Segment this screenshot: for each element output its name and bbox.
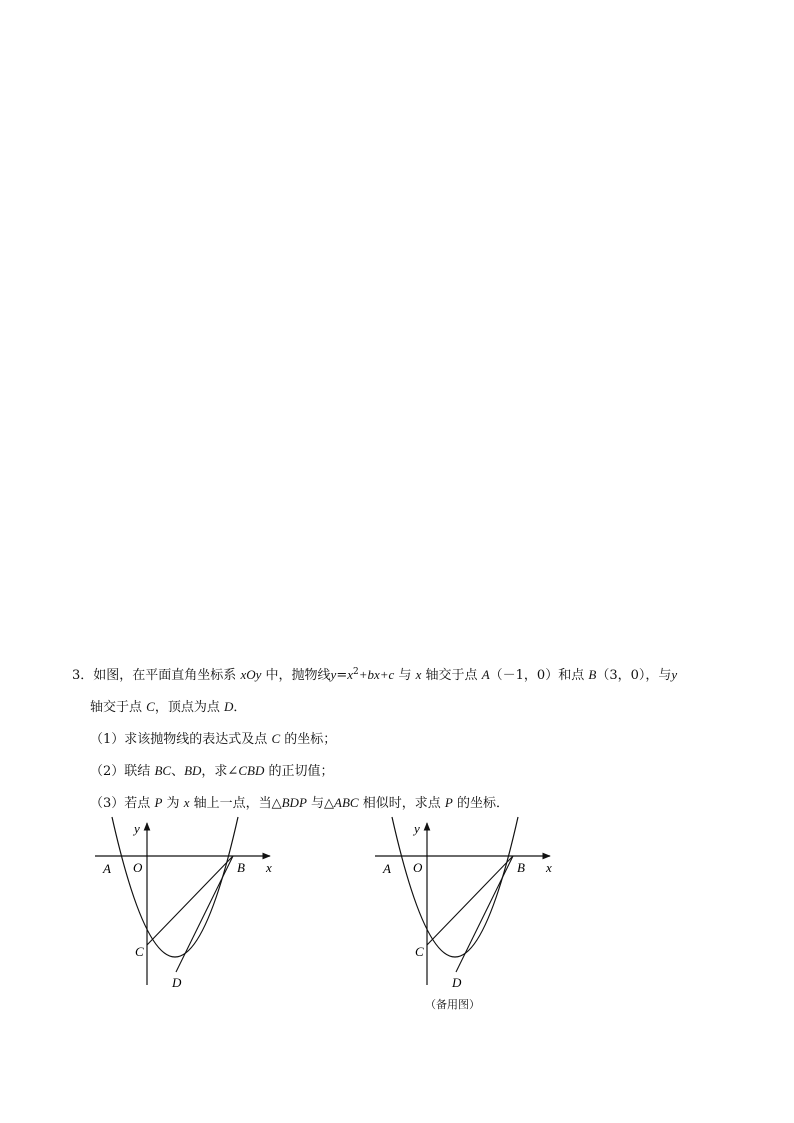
point-b-name: B — [588, 667, 597, 682]
origin-label: O — [413, 860, 423, 875]
spare-figure-caption: （备用图） — [425, 998, 480, 1011]
point-c-label: C — [415, 944, 424, 959]
axis-x-name: x — [415, 667, 422, 682]
point-name: P — [154, 795, 163, 810]
axis-name: x — [183, 795, 190, 810]
eq-y: y — [330, 667, 337, 682]
question-2 — [72, 755, 732, 787]
x-axis-label: x — [266, 860, 272, 875]
eq-exponent: 2 — [353, 667, 359, 677]
point-d-label: D — [172, 975, 182, 990]
intro-text: 中，抛物线 — [265, 668, 331, 683]
intro-text: ． — [233, 700, 247, 715]
intro-text: 与 — [398, 668, 412, 683]
coord-a: （－1，0） — [489, 668, 559, 683]
question-text: 联结 — [124, 764, 151, 779]
coord-b: （3，0），与 — [596, 668, 672, 683]
question-text: 求该抛物线的表达式及点 — [124, 732, 268, 747]
intro-text: 轴交于点 — [425, 668, 478, 683]
point-b-label: B — [517, 860, 525, 875]
eq-rest: +bx+c — [358, 667, 395, 682]
parabola-figure-main — [90, 815, 290, 995]
intro-text: ，顶点为点 — [154, 700, 220, 715]
segment-bc — [427, 856, 513, 945]
eq-sign: = — [336, 668, 348, 683]
problem-number: 3． — [72, 668, 94, 683]
segment-bc — [147, 856, 233, 945]
parabola-diagram-spare — [370, 815, 570, 995]
segment-bd — [456, 856, 513, 972]
question-text: 为 — [166, 796, 180, 811]
eq-x: x — [347, 667, 353, 682]
question-text: 轴上一点，当△ — [193, 796, 282, 811]
problem-intro-line-1 — [72, 659, 732, 691]
problem-intro-line-2 — [72, 691, 732, 723]
triangle-name: ABC — [334, 795, 359, 810]
origin-label: O — [133, 860, 143, 875]
question-text: 相似时，求点 — [362, 796, 441, 811]
question-text: 的正切值； — [268, 764, 334, 779]
triangle-name: BDP — [281, 795, 307, 810]
parabola-curve — [112, 817, 238, 957]
question-label: （3） — [90, 796, 125, 811]
y-axis-label: y — [414, 821, 420, 836]
x-axis-label: x — [546, 860, 552, 875]
intro-text: 和点 — [558, 668, 585, 683]
parabola-curve — [392, 817, 518, 957]
point-a-label: A — [383, 861, 391, 876]
question-text: 若点 — [124, 796, 151, 811]
point-d-name: D — [223, 699, 234, 714]
parabola-equation — [331, 668, 395, 683]
segment-name: BC — [154, 763, 172, 778]
question-text: 与△ — [311, 796, 335, 811]
parabola-diagram — [90, 815, 290, 995]
segment-bd — [176, 856, 233, 972]
point-a-label: A — [103, 861, 111, 876]
problem-3 — [72, 659, 732, 819]
axis-y-name: y — [671, 667, 678, 682]
question-text: ，求∠ — [201, 764, 239, 779]
point-c-name: C — [146, 699, 155, 714]
question-text: 的坐标． — [456, 796, 509, 811]
coordinate-system-name: xOy — [240, 667, 262, 682]
point-name: P — [444, 795, 453, 810]
point-d-label: D — [452, 975, 462, 990]
parabola-figure-spare — [370, 815, 570, 995]
question-label: （2） — [90, 764, 125, 779]
point-b-label: B — [237, 860, 245, 875]
question-label: （1） — [90, 732, 125, 747]
intro-text: 如图，在平面直角坐标系 — [93, 668, 237, 683]
point-c-label: C — [135, 944, 144, 959]
intro-text: 轴交于点 — [90, 700, 143, 715]
angle-name: CBD — [238, 763, 265, 778]
question-1 — [72, 723, 732, 755]
y-axis-label: y — [134, 821, 140, 836]
separator: 、 — [171, 764, 185, 779]
point-a-name: A — [481, 667, 490, 682]
segment-name: BD — [184, 763, 202, 778]
point-name: C — [271, 731, 281, 746]
question-text: 的坐标； — [284, 732, 337, 747]
